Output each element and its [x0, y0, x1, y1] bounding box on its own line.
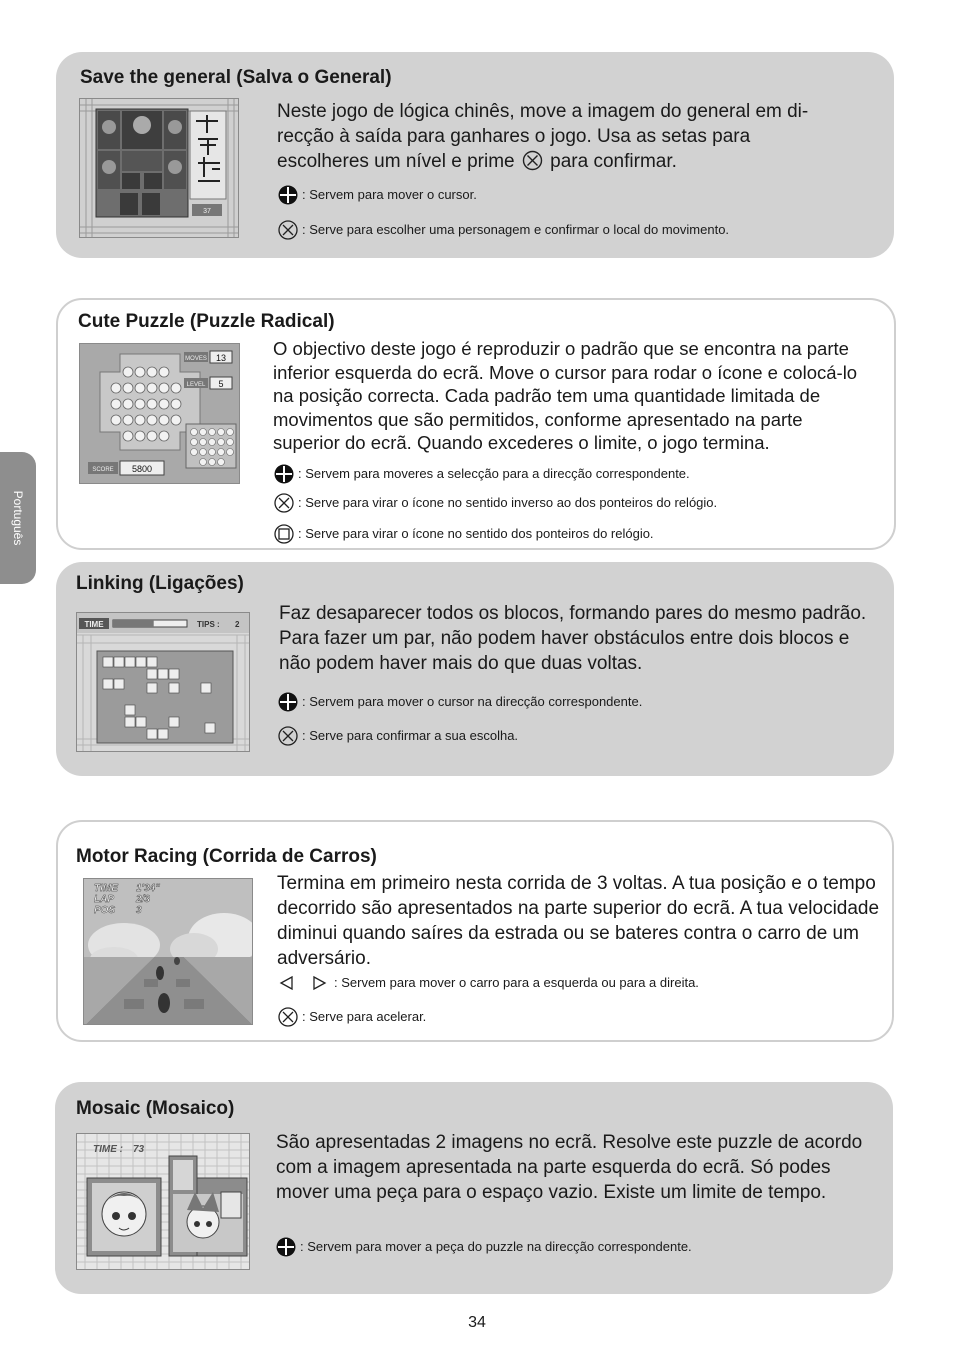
cross-button-icon	[278, 220, 298, 240]
mosaic-screenshot	[76, 1133, 250, 1270]
control-row: : Serve para acelerar.	[278, 1007, 426, 1027]
section-title: Save the general (Salva o General)	[80, 67, 392, 88]
section-title: Linking (Ligações)	[76, 573, 244, 594]
section-description: Faz desaparecer todos os blocos, formando pares do mesmo padrão. Para fazer um par, não podem haver obstáculos entre dois blocos e não podem haver mais do que duas voltas.	[279, 603, 867, 674]
section-description: São apresentadas 2 imagens no ecrã. Resolve este puzzle de acordo com a imagem apresentada na parte esquerda do ecrã. Só podes mover uma peça para o espaço vazio. Existe um limite de tempo.	[276, 1132, 863, 1203]
pos-value: 3	[136, 905, 142, 916]
control-row: : Servem para mover o cursor na direcção correspondente.	[278, 692, 642, 712]
pos-label: POS	[94, 905, 116, 916]
control-row: : Serve para confirmar a sua escolha.	[278, 726, 518, 746]
language-label: Português	[11, 490, 25, 546]
tips-value: 2	[235, 620, 240, 629]
control-row: : Serve para virar o ícone no sentido inverso ao dos ponteiros do relógio.	[274, 493, 717, 513]
language-side-tab	[0, 452, 36, 584]
time-bar-fill	[113, 620, 154, 627]
motor-racing-screenshot	[83, 878, 253, 1025]
lap-value: 2/3	[136, 894, 150, 905]
left-right-arrows-icon	[278, 973, 330, 993]
dpad-icon	[278, 692, 298, 712]
dpad-icon	[274, 464, 294, 484]
cross-button-icon	[278, 726, 298, 746]
control-row: : Servem para mover o carro para a esquerda ou para a direita.	[278, 973, 699, 993]
dpad-icon	[278, 185, 298, 205]
save-general-screenshot	[79, 98, 239, 238]
page-number: 34	[468, 1314, 486, 1331]
dpad-icon	[276, 1237, 296, 1257]
time-label: TIME	[94, 883, 118, 894]
section-title: Mosaic (Mosaico)	[76, 1098, 235, 1119]
cross-button-icon	[274, 493, 294, 513]
time-value: 73	[133, 1144, 145, 1155]
control-row: : Servem para mover a peça do puzzle na direcção correspondente.	[276, 1237, 692, 1257]
cute-puzzle-screenshot	[79, 343, 240, 484]
tips-label: TIPS :	[197, 620, 220, 629]
section-description: O objectivo deste jogo é reproduzir o padrão que se encontra na parte inferior esquerda do ecrã. Move o cursor para rodar o ícone e colocá-lo na posição correcta. Cada padrão tem uma quantidade limitada de movimentos que são permitidos, conforme apresentado na parte superior do ecrã. Quando excederes o limite, o jogo termina.	[273, 338, 858, 453]
control-row: : Servem para moveres a selecção para a direcção correspondente.	[274, 464, 690, 484]
cross-button-icon	[278, 1007, 298, 1027]
section-description: Neste jogo de lógica chinês, move a imagem do general em di-recção à saída para ganhares o jogo. Usa as setas para escolheres um nível e prime para confirmar.	[277, 101, 809, 172]
score-value: 5800	[131, 464, 153, 474]
level-label: LEVEL	[186, 382, 206, 388]
section-title: Motor Racing (Corrida de Carros)	[76, 846, 377, 867]
square-button-icon	[274, 524, 294, 544]
control-row: : Servem para mover o cursor.	[278, 185, 477, 205]
time-label: TIME :	[93, 1144, 123, 1155]
control-row: : Serve para virar o ícone no sentido dos ponteiros do relógio.	[274, 524, 654, 544]
score-label: SCORE	[92, 467, 114, 473]
linking-screenshot	[76, 612, 250, 752]
level-value: 5	[218, 379, 224, 389]
lap-label: LAP	[94, 894, 114, 905]
section-description: Termina em primeiro nesta corrida de 3 voltas. A tua posição e o tempo decorrido são apresentados na parte superior do ecrã. A tua velocidade diminui quando saíres da estrada ou se bateres contra o carro de um adversário.	[277, 873, 880, 969]
section-title: Cute Puzzle (Puzzle Radical)	[78, 311, 335, 332]
moves-label: MOVES	[185, 356, 207, 362]
cross-button-icon	[522, 150, 543, 171]
time-value: 1'34"	[136, 883, 160, 894]
level-number: 37	[203, 208, 211, 215]
control-row: : Serve para escolher uma personagem e confirmar o local do movimento.	[278, 220, 729, 240]
moves-value: 13	[215, 353, 227, 363]
time-label: TIME	[84, 620, 104, 629]
